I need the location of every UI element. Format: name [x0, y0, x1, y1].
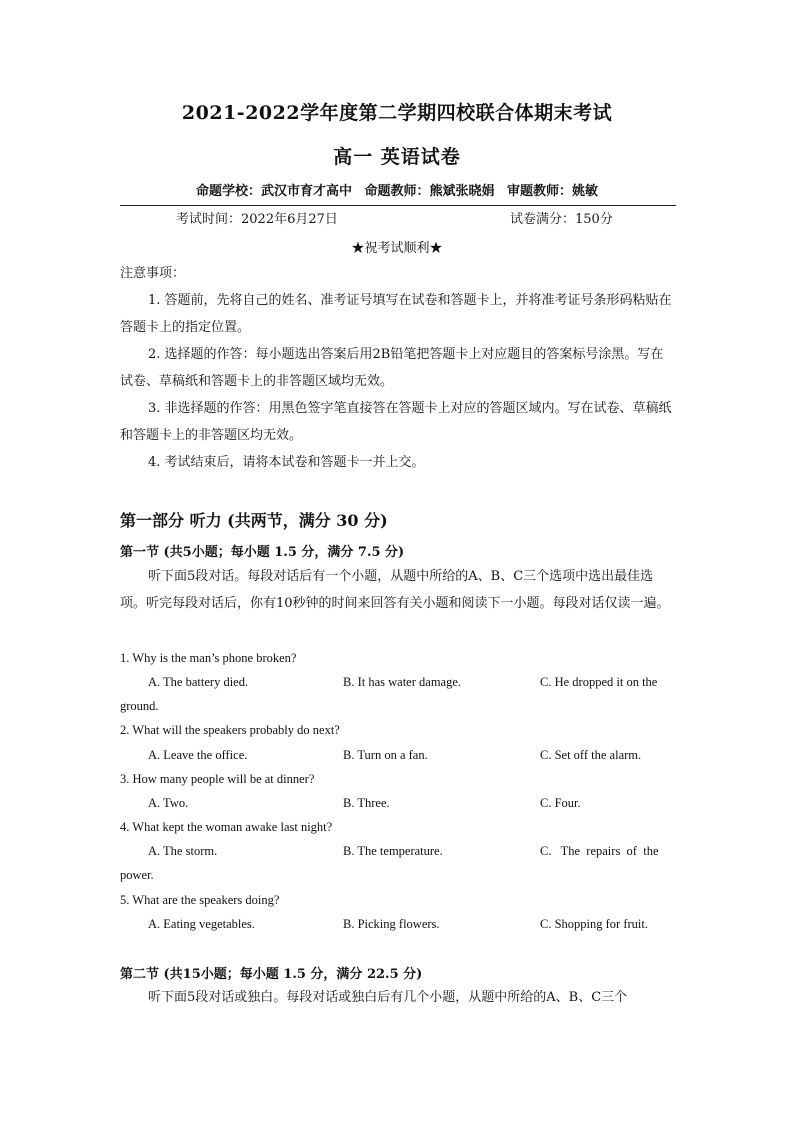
exam-title: 2021-2022学年度第二学期四校联合体期末考试 [181, 102, 613, 124]
section2-instructions: 听下面5段对话或独白。每段对话或独白后有几个小题，从题中所给的A、B、C三个 [148, 990, 628, 1005]
q4-option-b: B. The temperature. [343, 844, 443, 858]
question-5: 5. What are the speakers doing? [120, 893, 280, 907]
q3-option-c: C. Four. [540, 796, 581, 810]
q4-option-c-continued: power. [120, 868, 154, 882]
q2-option-b: B. Turn on a fan. [343, 748, 428, 762]
setter-teachers: 命题教师：熊斌张晓娟 [364, 184, 495, 199]
q4-option-c: C. The repairs of the [540, 844, 659, 858]
q3-option-a: A. Two. [148, 796, 189, 810]
q1-option-b: B. It has water damage. [343, 675, 462, 689]
note-item-1: 1. 答题前，先将自己的姓名、准考证号填写在试卷和答题卡上，并将准考证号条形码粘贴在答题卡上的指定位置。 [120, 293, 672, 335]
q5-option-c: C. Shopping for fruit. [540, 917, 648, 931]
question-3: 3. How many people will be at dinner? [120, 772, 315, 786]
setter-school: 命题学校：武汉市育才高中 [195, 184, 352, 199]
section2-heading: 第二节 (共15小题；每小题 1.5 分，满分 22.5 分) [120, 967, 423, 982]
blessing: ★祝考试顺利★ [351, 241, 443, 256]
exam-time: 考试时间：2022年6月27日 [176, 212, 338, 227]
q5-option-b: B. Picking flowers. [343, 917, 440, 931]
notes-heading: 注意事项： [120, 266, 186, 281]
setters-line [0, 180, 794, 199]
question-4: 4. What kept the woman awake last night? [120, 820, 333, 834]
q1-option-a: A. The battery died. [148, 675, 249, 689]
section1-heading: 第一节 (共5小题；每小题 1.5 分，满分 7.5 分) [120, 545, 405, 560]
note-item-4: 4. 考试结束后，请将本试卷和答题卡一并上交。 [148, 455, 425, 470]
section1-instructions: 听下面5段对话。每段对话后有一个小题，从题中所给的A、B、C三个选项中选出最佳选项。听完每段对话后，你有10秒钟的时间来回答有关小题和阅读下一小题。每段对话仅读一遍。 [120, 569, 670, 611]
note-item-3: 3. 非选择题的作答：用黑色签字笔直接答在答题卡上对应的答题区域内。写在试卷、草稿纸和答题卡上的非答题区均无效。 [120, 401, 672, 443]
part1-heading: 第一部分 听力 (共两节，满分 30 分) [120, 511, 388, 530]
q4-option-a: A. The storm. [148, 844, 218, 858]
exam-subtitle: 高一 英语试卷 [333, 146, 461, 168]
q5-option-a: A. Eating vegetables. [148, 917, 255, 931]
q1-option-c: C. He dropped it on the [540, 675, 658, 689]
q2-option-a: A. Leave the office. [148, 748, 248, 762]
setter-reviewer: 审题教师：姚敏 [507, 184, 599, 199]
question-2: 2. What will the speakers probably do next? [120, 723, 340, 737]
q2-option-c: C. Set off the alarm. [540, 748, 642, 762]
full-score: 试卷满分：150分 [510, 212, 613, 227]
note-item-2: 2. 选择题的作答：每小题选出答案后用2B铅笔把答题卡上对应题目的答案标号涂黑。写在试卷、草稿纸和答题卡上的非答题区域均无效。 [120, 347, 664, 389]
question-1: 1. Why is the man’s phone broken? [120, 651, 297, 665]
header-divider [120, 205, 676, 206]
q1-option-c-continued: ground. [120, 699, 159, 713]
q3-option-b: B. Three. [343, 796, 390, 810]
